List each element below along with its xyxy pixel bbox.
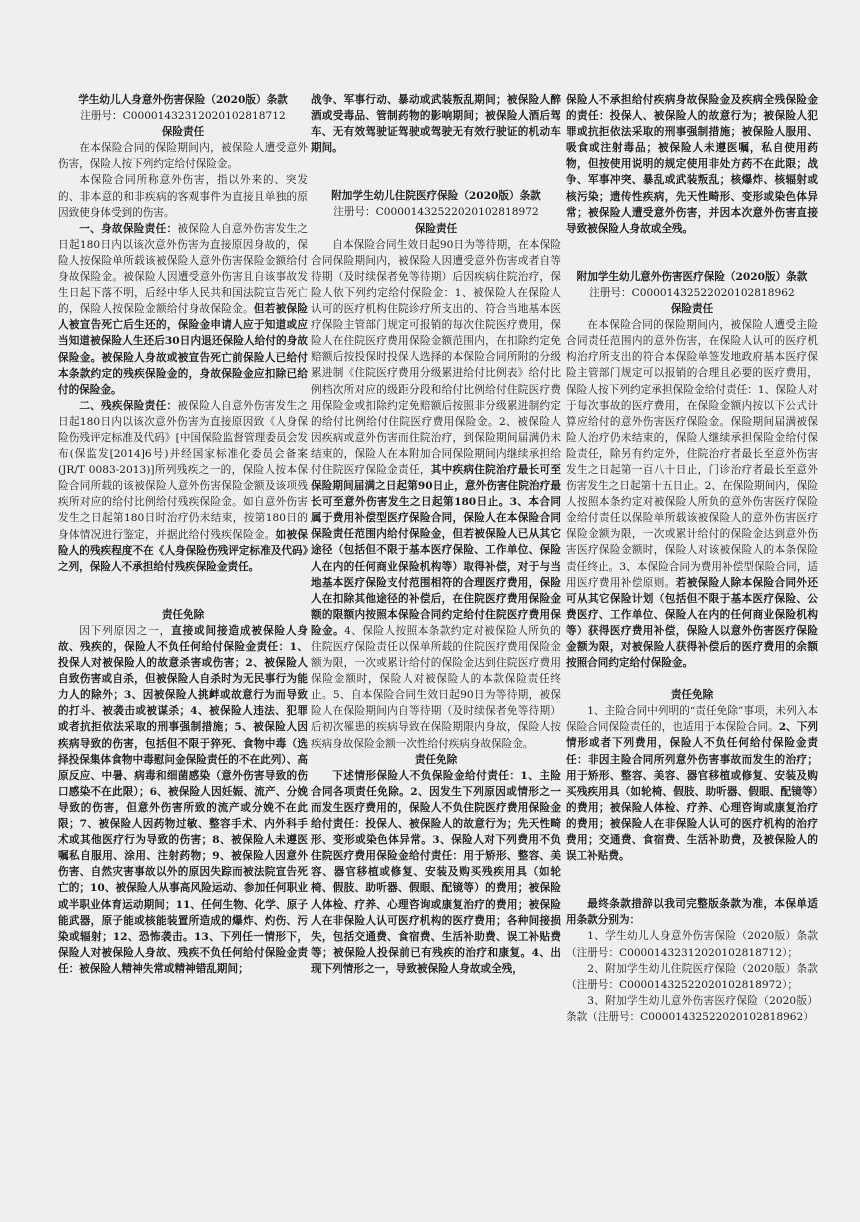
clause-bold-text: 下述情形保险人不负保险金给付责任：1、主险合同各项责任免除。2、因发生下列原因或情形之一而发生医疗费用的，保险人不负住院医疗费用保险金给付责任：投保人、被保险人的故意行为；先天性畸形、变形或染色体异常。3、保险人对下列费用不负住院医疗费用保险金给付责任：用于矫形、整容、美容、器官移植或修复、安装及购买残疾用具（如轮椅、假肢、助听器、假眼、配镜等）的费用；被保险人体检、疗养、心理咨询或康复治疗的费用；被保险人在非保险人认可医疗机构的医疗费用；各种间接损失，包括交通费、食宿费、生活补助费、误工补贴费等；被保险人投保前已有残疾的治疗和康复。4、出现下列情形之一，导致被保险人身故或全残， bbox=[311, 769, 561, 975]
clause-heading: 二、残疾保险责任： bbox=[79, 399, 178, 412]
clause-text: 自本保险合同生效日起90日为等待期，在本保险合同保险期间内，被保险人因遭受意外伤害或者自等待期（及时续保者免等待期）后因疾病住院治疗，保险人依下列约定给付保险金：1、被保险人在保险人认可的医疗机构住院诊疗所支出的、符合当地基本医疗保险主管部门规定可报销的每次住院医疗费用，保险人在住院医疗费用保险金额范围内，在扣除约定免赔额后按投保时投保人选择的本保险合同所附的分级累进制《住院医疗费用分级累进给付比例表》给付比例档次所对应的级距分段和给付比例给付住院医疗费用保险金或扣除约定免赔额后按照非分级累进制约定的给付比例给付住院医疗费用保险金。2、被保险人因疾病或意外伤害而住院治疗，到保险期间届满仍未结束的，保险人在本附加合同保险期间内继续承担给付住院医疗保险金责任， bbox=[311, 238, 561, 476]
column-2 bbox=[311, 92, 561, 977]
clause-text: 被保险人自意外伤害发生之日起180日内以该次意外伤害为直接原因致《人身保险伤残评定标准及代码》[中国保险监督管理委员会发布(保监发[2014]6号)并经国家标准化委员会备案(JR/T 0083-2013)]所列残疾之一的，保险人按本保险合同所载的该被保险人意外伤害保险金额及该项残疾所对应的给付比例给付残疾保险金。如自意外伤害发生之日起第180日时治疗仍未结束，按第180日的身体情况进行鉴定，并据此给付残疾保险金。 bbox=[58, 399, 309, 541]
clause-text: 因下列原因之一， bbox=[79, 624, 172, 637]
policy-title: 学生幼儿人身意外伤害保险（2020版）条款 bbox=[78, 94, 288, 106]
rider-title-hospital: 附加学生幼儿住院医疗保险（2020版）条款 bbox=[331, 190, 541, 203]
clause-bold-text: 若被保险人除本保险合同外还可从其它保险计划（包括但不限于基本医疗保险、公费医疗、工作单位、保险人在内的任何商业保险机构等）获得医疗费用补偿，保险人以意外伤害医疗保险金额为限，对被保险人获得补偿后的医疗费用的余额按照合同约定给付保险金。 bbox=[566, 576, 819, 670]
registration-number: 注册号：C00001432522020102818972 bbox=[333, 206, 539, 219]
clause-disability-benefit bbox=[58, 398, 308, 575]
clause-death-benefit bbox=[58, 221, 308, 398]
clause-bold-text: 战争、军事行动、暴动或武装叛乱期间；被保险人醉酒或受毒品、管制药物的影响期间；被保险人酒后驾车、无有效驾驶证驾驶或驾驶无有效行驶证的机动车期间。 bbox=[311, 94, 561, 155]
list-item: 1、学生幼儿人身意外伤害保险（2020版）条款（注册号：C00001432312020102818712）； bbox=[566, 930, 818, 959]
clause-bold-text: 保险人不承担给付疾病身故保险金及疾病全残保险金的责任：投保人、被保险人的故意行为；被保险人犯罪或抗拒依法采取的刑事强制措施；被保险人服用、吸食或注射毒品；被保险人未遵医嘱，私自使用药物，但按使用说明的规定使用非处方药不在此限；战争、军事冲突、暴乱或武装叛乱；核爆炸、核辐射或核污染；遗传性疾病，先天性畸形、变形或染色体异常；被保险人遭受意外伤害，并因本次意外伤害直接导致被保险人身故或全残。 bbox=[566, 94, 818, 235]
section-heading-coverage: 保险责任 bbox=[670, 303, 714, 316]
registration-number: 注册号：C00001432312020102818712 bbox=[80, 110, 286, 123]
paragraph: 在本保险合同的保险期间内，被保险人遭受意外伤害，保险人按下列约定给付保险金。 bbox=[58, 142, 308, 171]
registration-number: 注册号：C00001432522020102818962 bbox=[589, 286, 795, 299]
column-3 bbox=[566, 92, 818, 1025]
final-note bbox=[566, 896, 818, 928]
rider-title-accident-medical: 附加学生幼儿意外伤害医疗保险（2020版）条款 bbox=[576, 270, 808, 283]
column-1 bbox=[58, 92, 308, 977]
clause-text: 被保险人自意外伤害发生之日起180日内以该次意外伤害为直接原因身故的，保险人按保险单所载该被保险人意外伤害保险金额给付身故保险金。被保险人因遭受意外伤害且自该事故发生日起下落不明，后经中华人民共和国法院宣告死亡的，保险人按保险金额给付身故保险金。 bbox=[58, 222, 309, 316]
clause-text: 4、保险人按照本条款约定对被保险人所负的住院医疗保险责任以保单所载的住院医疗费用保险金额为限，一次或累计给付的保险金达到住院医疗费用保险金额时，保险人对被保险人的本款保险责任终止。5、自本保险合同生效日起90日为等待期，被保险人在保险期间内自等待期（及时续保者免等待期）后初次罹患的疾病导致在保险期限内身故，保险人按疾病身故保险金额一次性给付疾病身故保险金。 bbox=[311, 624, 561, 750]
paragraph-definition: 本保险合同所称意外伤害，指以外来的、突发的、非本意的和非疾病的客观事件为直接且单独的原因致使身体受到的伤害。 bbox=[58, 174, 308, 219]
clause-bold-text: 但若被保险人被宣告死亡后生还的，保险金申请人应于知道或应当知道被保险人生还后30日内退还保险人给付的身故保险金。被保险人身故或被宣告死亡前保险人已给付本条款约定的残疾保险金的，身故保险金应扣除已给付的保险金。 bbox=[58, 303, 309, 396]
paragraph-continued bbox=[311, 92, 561, 156]
clause-bold-text: 其中疾病住院治疗最长可至保险期间届满之日起第90日止，意外伤害住院治疗最长可至意外伤害发生之日起第180日止。3、本合同属于费用补偿型医疗保险合同，保险人在本保险合同保险责任范围内给付保险金，但若被保险人已从其它途径（包括但不限于基本医疗保险、工作单位、保险人在内的任何商业保险机构等）取得补偿，对于与当地基本医疗保险支付范围相符的合理医疗费用，保险人在扣除其他途径的补偿后，在住院医疗费用保险金额的限额内按照本保险合同约定给付住院医疗费用保险金。 bbox=[311, 463, 561, 637]
clause-text: 在本保险合同的保险期间内，被保险人遭受主险合同责任范围内的意外伤害，在保险人认可的医疗机构治疗所支出的符合本保险单签发地政府基本医疗保险主管部门规定可以报销的合理且必要的医疗费用，保险人按下列约定承担保险金给付责任：1、保险人对于每次事故的医疗费用，在保险金额内按以下公式计算应给付的意外伤害医疗保险金。保险期间届满被保险人治疗仍未结束的，保险人继续承担保险金给付保险责任，除另有约定外，住院治疗者最长至意外伤害发生之日起第一百八十日止，门诊治疗者最长至意外伤害发生之日起第十五日止。2、在保险期间内，保险人按照本条约定对被保险人所负的意外伤害医疗保险金给付责任以保险单所载该被保险人的意外伤害医疗保险金额为限，一次或累计给付的保险金达到意外伤害医疗保险金额时，保险人对该被保险人的本条保险责任终止。3、本保险合同为费用补偿型保险合同，适用医疗费用补偿原则。 bbox=[566, 319, 818, 589]
clause-exclusions bbox=[58, 623, 308, 977]
clause-medical-coverage bbox=[566, 317, 818, 671]
section-heading-coverage: 保险责任 bbox=[161, 126, 205, 139]
section-heading-exclusions: 责任免除 bbox=[670, 689, 714, 702]
clause-exclusions bbox=[311, 768, 561, 977]
clause-bold-text: 直接或间接造成被保险人身故、残疾的，保险人不负任何给付保险金责任：1、投保人对被保险人的故意杀害或伤害；2、被保险人自致伤害或自杀，但被保险人自杀时为无民事行为能力人的除外；3、因被保险人挑衅或故意行为而导致的打斗、被袭击或被谋杀；4、被保险人违法、犯罪或者抗拒依法采取的刑事强制措施；5、被保险人因疾病导致的伤害，包括但不限于猝死、食物中毒（选择投保集体食物中毒慰问金保险责任的不在此列）、高原反应、中暑、病毒和细菌感染（意外伤害导致的伤口感染不在此限）；6、被保险人因妊娠、流产、分娩导致的伤害，但意外伤害所致的流产或分娩不在此限；7、被保险人因药物过敏、整容手术、内外科手术或其他医疗行为导致的伤害；8、被保险人未遵医嘱私自服用、涂用、注射药物；9、被保险人因意外伤害、自然灾害事故以外的原因失踪而被法院宣告死亡的；10、被保险人从事高风险运动、参加任何职业或半职业体育运动期间；11、任何生物、化学、原子能武器，原子能或核能装置所造成的爆炸、灼伤、污染或辐射；12、恐怖袭击。13、下列任一情形下，保险人对被保险人身故、残疾不负任何给付保险金责任：被保险人精神失常或精神错乱期间； bbox=[58, 624, 309, 975]
clause-exclusions bbox=[566, 703, 818, 864]
final-note-text: 最终条款措辞以我司完整版条款为准，本保单适用条款分别为： bbox=[566, 898, 818, 927]
section-heading-exclusions: 责任免除 bbox=[161, 608, 205, 621]
paragraph-continued bbox=[566, 92, 818, 237]
clause-text: 1、主险合同中列明的“责任免除”事项，未列入本保险合同保险责任的，也适用于本保险合同。 bbox=[566, 705, 818, 734]
section-heading-coverage: 保险责任 bbox=[414, 222, 458, 235]
clause-hospital-coverage bbox=[311, 237, 561, 752]
list-item: 3、附加学生幼儿意外伤害医疗保险（2020版）条款（注册号：C00001432522020102818962） bbox=[566, 994, 818, 1023]
section-heading-exclusions: 责任免除 bbox=[414, 753, 458, 766]
list-item: 2、附加学生幼儿住院医疗保险（2020版）条款（注册号：C00001432522020102818972）； bbox=[566, 962, 818, 991]
clause-bold-text: 如被保险人的残疾程度不在《人身保险伤残评定标准及代码》之列，保险人不承担给付残疾保险金责任。 bbox=[58, 528, 308, 573]
clause-bold-text: 2、下列情形或者下列费用，保险人不负任何给付保险金责任：非因主险合同所列意外伤害事故而发生的治疗；用于矫形、整容、美容、器官移植或修复、安装及购买残疾用具（如轮椅、假肢、助听器、假眼、配镜等）的费用；被保险人体检、疗养、心理咨询或康复治疗的费用；被保险人在非保险人认可的医疗机构的治疗费用；交通费、食宿费、生活补助费，及被保险人的误工补贴费。 bbox=[566, 721, 818, 863]
clause-heading: 一、身故保险责任： bbox=[79, 222, 178, 235]
